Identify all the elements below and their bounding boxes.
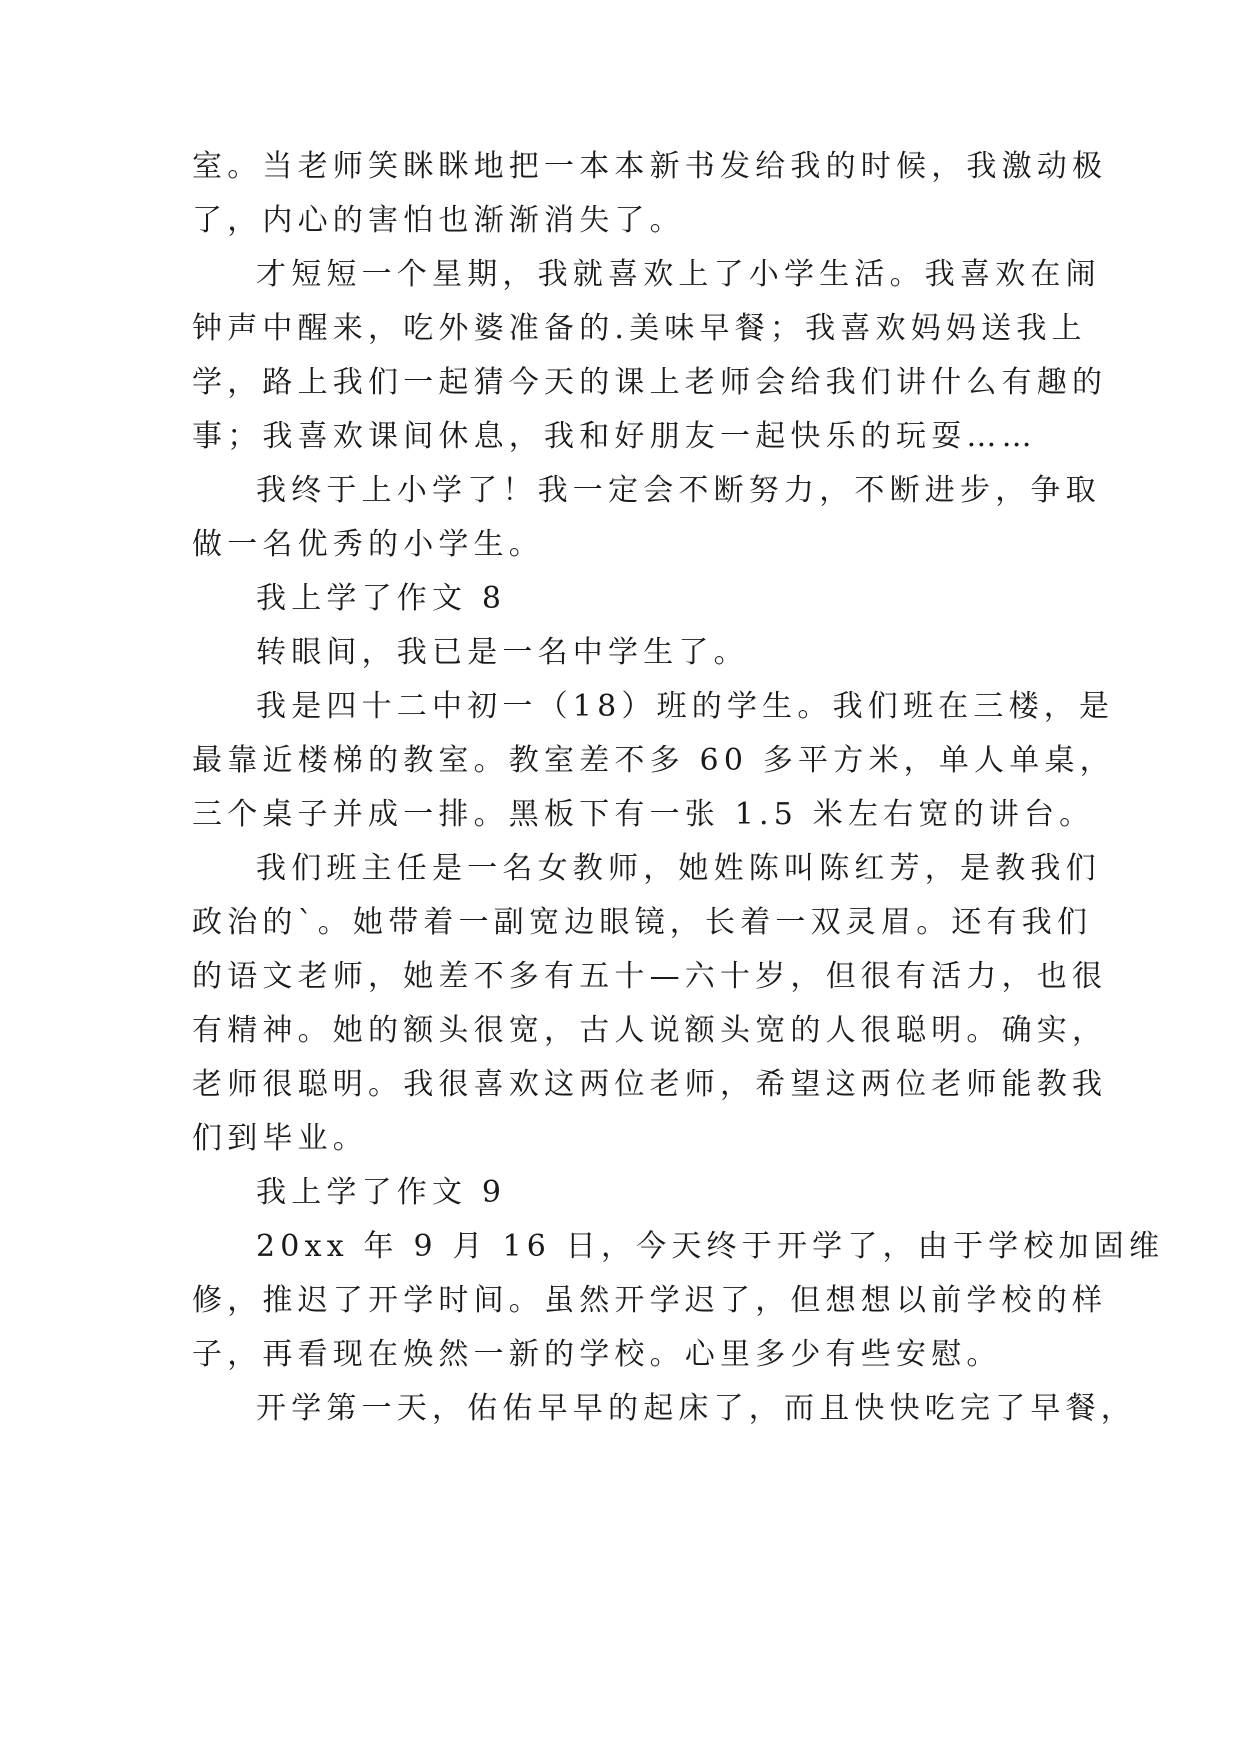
text-line: 我终于上小学了！我一定会不断努力，不断进步，争取 [256,473,1101,508]
text-line: 老师很聪明。我很喜欢这两位老师，希望这两位老师能教我 [192,1067,1108,1102]
text-line: 学，路上我们一起猜今天的课上老师会给我们讲什么有趣的 [192,365,1108,400]
text-line: 室。当老师笑眯眯地把一本本新书发给我的时候，我激动极 [192,149,1108,184]
text-line: 钟声中醒来，吃外婆准备的.美味早餐；我喜欢妈妈送我上 [192,311,1087,346]
text-line: 转眼间，我已是一名中学生了。 [256,635,749,670]
section-heading: 我上学了作文 9 [256,1175,507,1210]
text-line: 最靠近楼梯的教室。教室差不多 60 多平方米，单人单桌， [192,743,1115,778]
text-line: 做一名优秀的小学生。 [192,527,544,562]
text-line: 我们班主任是一名女教师，她姓陈叫陈红芳，是教我们 [256,851,1101,886]
text-line: 三个桌子并成一排。黑板下有一张 1.5 米左右宽的讲台。 [192,797,1095,832]
text-line: 子，再看现在焕然一新的学校。心里多少有些安慰。 [192,1337,1002,1372]
section-heading: 我上学了作文 8 [256,581,507,616]
text-line: 了，内心的害怕也渐渐消失了。 [192,203,685,238]
text-line: 修，推迟了开学时间。虽然开学迟了，但想想以前学校的样 [192,1283,1108,1318]
text-line: 政治的`。她带着一副宽边眼镜，长着一双灵眉。还有我们 [192,905,1093,940]
text-line: 的语文老师，她差不多有五十—六十岁，但很有活力，也很 [192,959,1108,994]
text-line: 我是四十二中初一（18）班的学生。我们班在三楼，是 [256,689,1115,724]
text-line: 才短短一个星期，我就喜欢上了小学生活。我喜欢在闹 [256,257,1101,292]
text-line: 开学第一天，佑佑早早的起床了，而且快快吃完了早餐， [256,1391,1136,1426]
text-line: 们到毕业。 [192,1121,368,1156]
text-line: 事；我喜欢课间休息，我和好朋友一起快乐的玩耍…… [192,419,1037,454]
text-line: 20xx 年 9 月 16 日，今天终于开学了，由于学校加固维 [256,1229,1165,1264]
text-line: 有精神。她的额头很宽，古人说额头宽的人很聪明。确实， [192,1013,1108,1048]
